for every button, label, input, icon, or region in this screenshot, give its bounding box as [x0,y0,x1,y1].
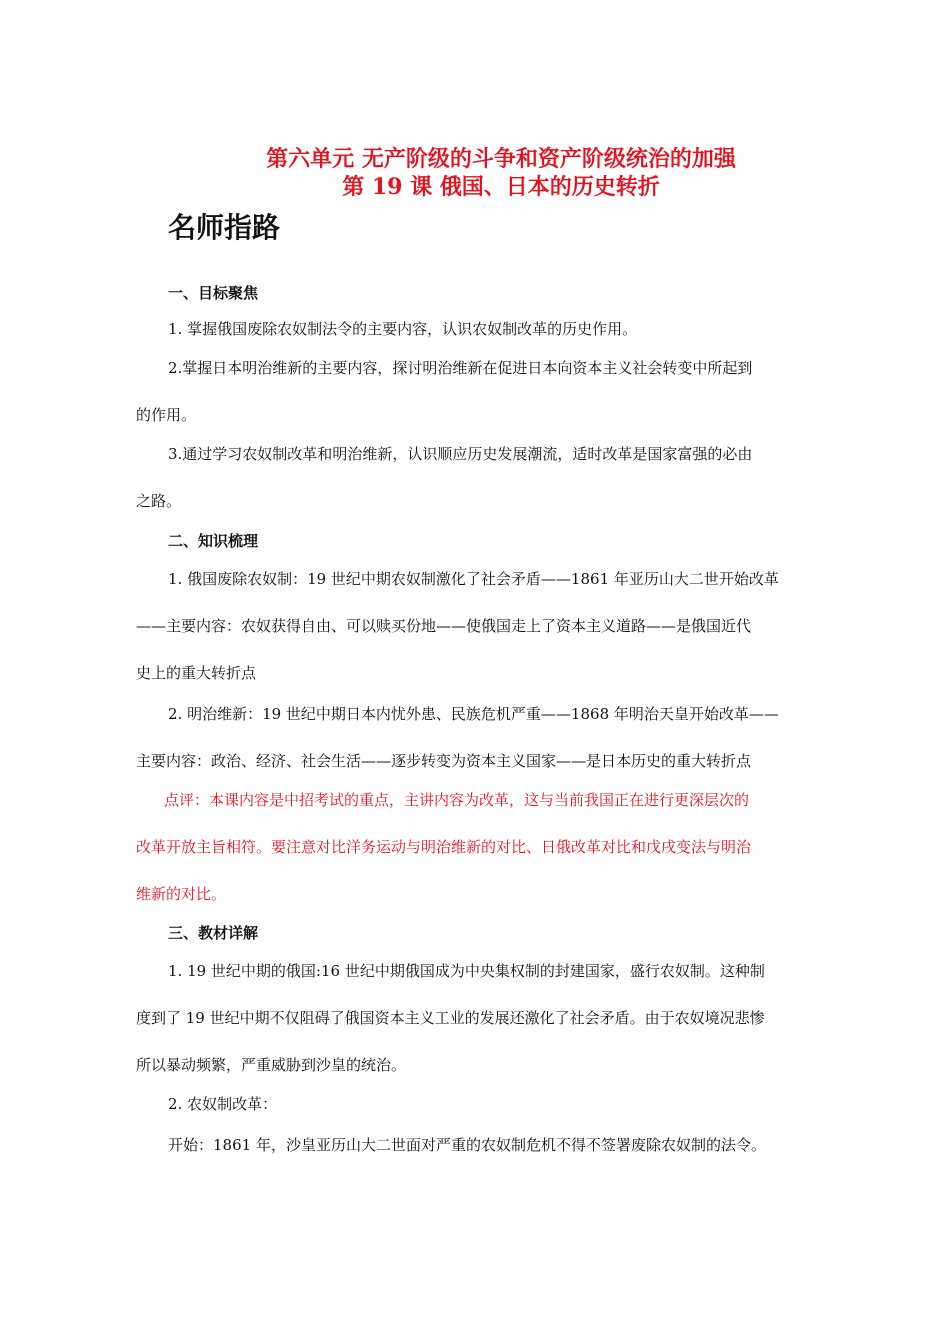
paragraph-line: 1. 俄国废除农奴制：19 世纪中期农奴制激化了社会矛盾——1861 年亚历山大二世开始改革 [168,570,779,588]
paragraph-line: 1. 掌握俄国废除农奴制法令的主要内容，认识农奴制改革的历史作用。 [168,320,638,338]
paragraph-line: 的作用。 [136,406,197,424]
paragraph-line: 开始：1861 年，沙皇亚历山大二世面对严重的农奴制危机不得不签署废除农奴制的法令。 [168,1136,766,1154]
paragraph-line: 度到了 19 世纪中期不仅阻碍了俄国资本主义工业的发展还激化了社会矛盾。由于农奴境况悲惨 [136,1009,765,1027]
paragraph-line: 3.通过学习农奴制改革和明治维新，认识顺应历史发展潮流，适时改革是国家富强的必由 [168,445,753,463]
paragraph-line: 2.掌握日本明治维新的主要内容，探讨明治维新在促进日本向资本主义社会转变中所起到 [168,359,753,377]
paragraph-line: 2. 明治维新：19 世纪中期日本内忧外患、民族危机严重——1868 年明治天皇开始改革—— [168,705,779,723]
section-heading-goals: 一、目标聚焦 [168,284,259,302]
paragraph-line: 2. 农奴制改革： [168,1095,278,1113]
section-heading-knowledge: 二、知识梳理 [168,532,259,550]
paragraph-line: 主要内容：政治、经济、社会生活——逐步转变为资本主义国家——是日本历史的重大转折点 [136,752,752,770]
comment-line: 点评：本课内容是中招考试的重点，主讲内容为改革，这与当前我国正在进行更深层次的 [164,791,750,809]
main-heading: 名师指路 [168,211,281,244]
paragraph-line: 1. 19 世纪中期的俄国:16 世纪中期俄国成为中央集权制的封建国家，盛行农奴制。这种制 [168,962,765,980]
lesson-title: 第 19 课 俄国、日本的历史转折 [342,174,660,200]
paragraph-line: 史上的重大转折点 [136,664,257,682]
unit-title: 第六单元 无产阶级的斗争和资产阶级统治的加强 [266,146,736,172]
comment-line: 改革开放主旨相符。要注意对比洋务运动与明治维新的对比、日俄改革对比和戊戌变法与明治 [136,838,752,856]
paragraph-line: ——主要内容：农奴获得自由、可以赎买份地——使俄国走上了资本主义道路——是俄国近代 [136,617,752,635]
paragraph-line: 之路。 [136,492,182,510]
section-heading-textbook: 三、教材详解 [168,924,259,942]
paragraph-line: 所以暴动频繁，严重威胁到沙皇的统治。 [136,1056,407,1074]
comment-line: 维新的对比。 [136,885,227,903]
